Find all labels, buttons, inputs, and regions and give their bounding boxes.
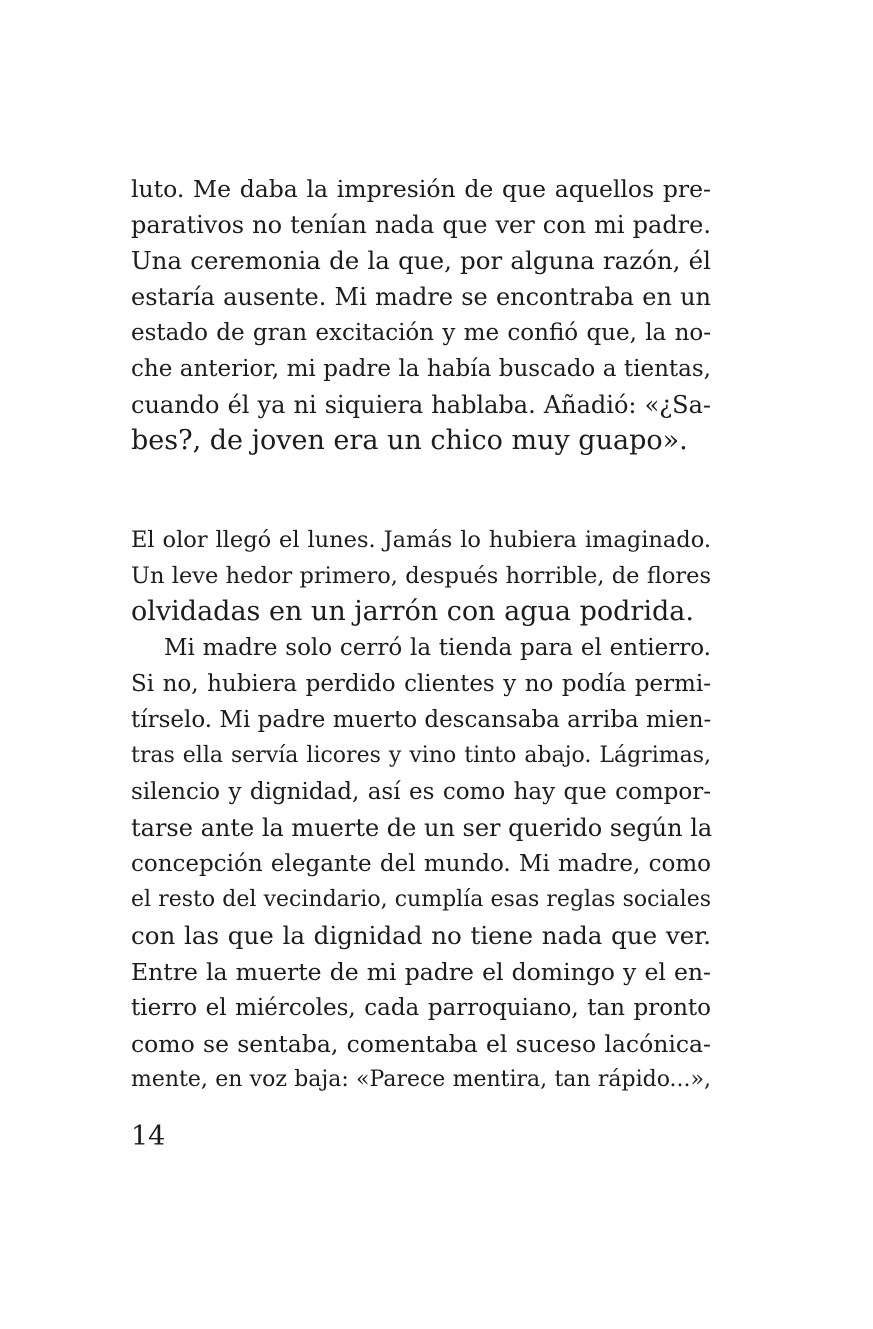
- text-line: che anterior, mi padre la había buscado a tientas,: [131, 356, 711, 382]
- page-number: 14: [131, 1121, 166, 1152]
- text-line: Un leve hedor primero, después horrible, de flores: [131, 563, 711, 589]
- text-line: Una ceremonia de la que, por alguna razón, él: [131, 246, 711, 275]
- text-line: estaría ausente. Mi madre se encontraba en un: [131, 283, 711, 311]
- text-line: luto. Me daba la impresión de que aquellos pre-: [131, 175, 711, 203]
- text-line: El olor llegó el lunes. Jamás lo hubiera imaginado.: [131, 527, 711, 553]
- text-line: como se sentaba, comentaba el suceso lacónica-: [131, 1030, 711, 1058]
- text-line: con las que la dignidad no tiene nada que ver.: [131, 921, 711, 950]
- text-line: el resto del vecindario, cumplía esas reglas sociales: [131, 887, 711, 912]
- text-line: cuando él ya ni siquiera hablaba. Añadió: «¿Sa-: [131, 391, 711, 419]
- text-line: bes?, de joven era un chico muy guapo».: [131, 425, 688, 456]
- text-line: Mi madre solo cerró la tienda para el entierro.: [164, 635, 711, 661]
- text-line: mente, en voz baja: «Parece mentira, tan rápido...»,: [131, 1067, 711, 1092]
- text-line: tierro el miércoles, cada parroquiano, tan pronto: [131, 995, 711, 1021]
- text-line: concepción elegante del mundo. Mi madre, como: [131, 851, 711, 877]
- text-line: tras ella servía licores y vino tinto abajo. Lágrimas,: [131, 743, 711, 768]
- text-line: Si no, hubiera perdido clientes y no podía permi-: [131, 671, 711, 697]
- text-line: tírselo. Mi padre muerto descansaba arriba mien-: [131, 707, 712, 733]
- text-line: parativos no tenían nada que ver con mi padre.: [131, 211, 711, 239]
- text-line: silencio y dignidad, así es como hay que compor-: [131, 779, 711, 805]
- text-line: estado de gran excitación y me confió que, la no-: [131, 320, 711, 346]
- text-line: tarse ante la muerte de un ser querido según la: [131, 814, 713, 842]
- text-line: Entre la muerte de mi padre el domingo y el en-: [131, 958, 711, 986]
- text-line: olvidadas en un jarrón con agua podrida.: [131, 596, 694, 627]
